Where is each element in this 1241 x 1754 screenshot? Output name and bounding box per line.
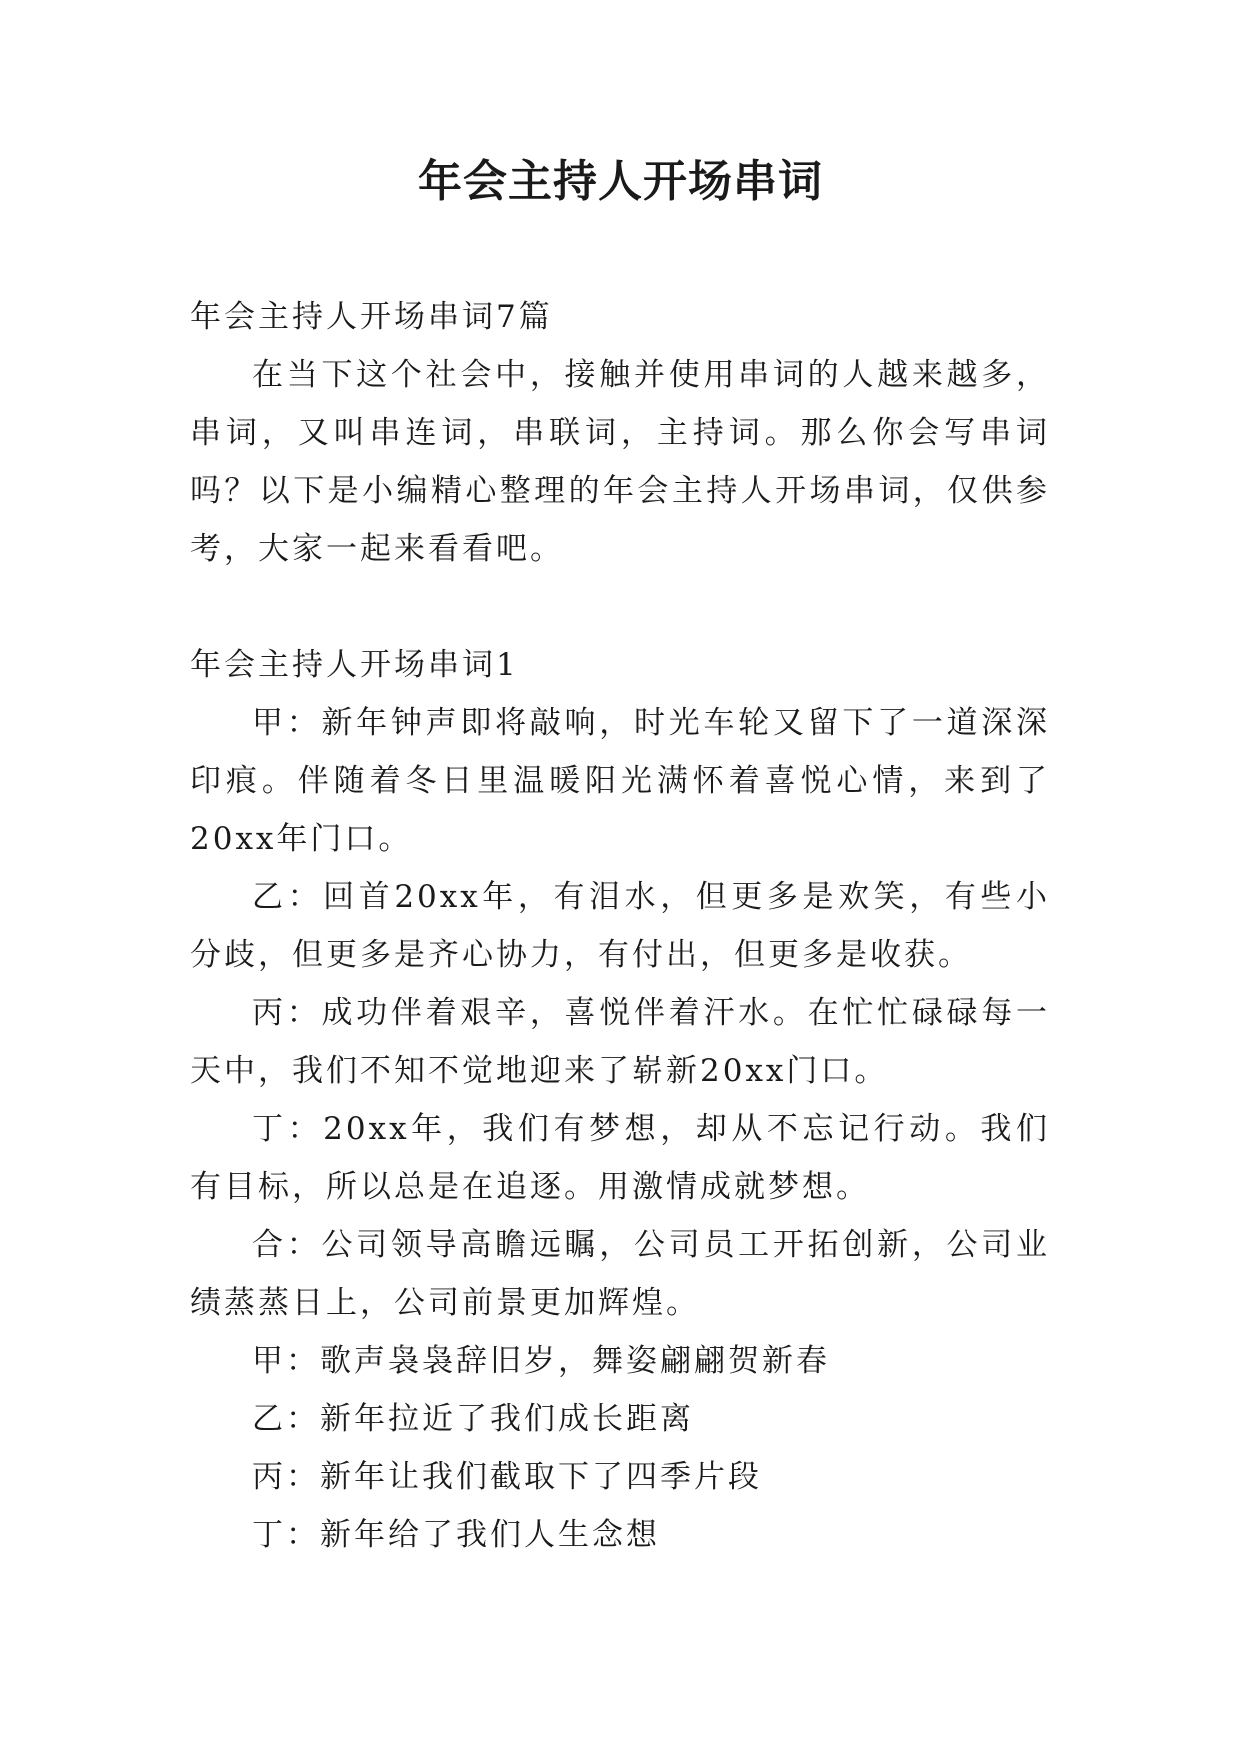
intro-paragraph: 在当下这个社会中，接触并使用串词的人越来越多，串词，又叫串连词，串联词，主持词。那么你会写串词吗？以下是小编精心整理的年会主持人开场串词，仅供参考，大家一起来看看吧。 [190, 357, 1050, 567]
script-paragraph: 丁：新年给了我们人生念想 [252, 1517, 660, 1553]
script-paragraph: 乙：回首20xx年，有泪水，但更多是欢笑，有些小分歧，但更多是齐心协力，有付出，但更多是收获。 [190, 879, 1050, 973]
script-paragraph: 丙：成功伴着艰辛，喜悦伴着汗水。在忙忙碌碌每一天中，我们不知不觉地迎来了崭新20xx门口。 [190, 995, 1050, 1089]
script-paragraph: 丙：新年让我们截取下了四季片段 [252, 1459, 762, 1495]
script-paragraph: 合：公司领导高瞻远瞩，公司员工开拓创新，公司业绩蒸蒸日上，公司前景更加辉煌。 [190, 1227, 1050, 1321]
document-title: 年会主持人开场串词 [418, 156, 823, 207]
section-heading: 年会主持人开场串词1 [190, 647, 519, 683]
document-body [190, 288, 1050, 1564]
intro-heading: 年会主持人开场串词7篇 [190, 299, 553, 335]
paragraph-spacer [190, 578, 1050, 636]
script-paragraph: 丁：20xx年，我们有梦想，却从不忘记行动。我们有目标，所以总是在追逐。用激情成就梦想。 [190, 1111, 1050, 1205]
script-paragraph: 甲：歌声袅袅辞旧岁，舞姿翩翩贺新春 [252, 1343, 830, 1379]
script-paragraph: 乙：新年拉近了我们成长距离 [252, 1401, 694, 1437]
script-paragraph: 甲：新年钟声即将敲响，时光车轮又留下了一道深深印痕。伴随着冬日里温暖阳光满怀着喜悦心情，来到了20xx年门口。 [190, 705, 1050, 857]
